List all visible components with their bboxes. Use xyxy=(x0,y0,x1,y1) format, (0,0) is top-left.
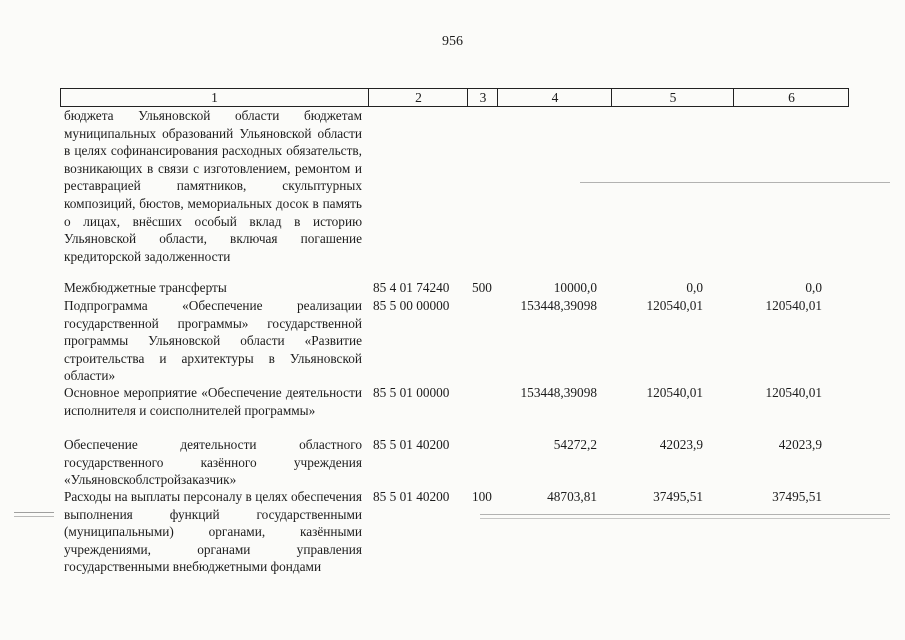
scan-artifact-line xyxy=(14,516,54,517)
row-4-value-6: 42023,9 xyxy=(778,437,822,452)
row-4-value-4: 54272,2 xyxy=(553,437,597,452)
header-col-2: 2 xyxy=(368,89,468,106)
row-1-value-5: 0,0 xyxy=(686,280,703,295)
row-5-expense-type: 100 xyxy=(472,489,492,504)
scan-artifact-line xyxy=(580,182,890,183)
scan-artifact-line xyxy=(480,518,890,519)
scan-artifact-line xyxy=(14,512,54,513)
page-number: 956 xyxy=(442,34,463,49)
row-5-description: Расходы на выплаты персоналу в целях обеспечения выполнения функций государственными (муниципальными) органами, казёнными учреждениями, органами управления государственными внебюджетными фондами xyxy=(64,489,362,575)
row-1-code: 85 4 01 74240 xyxy=(373,280,450,295)
row-5-value-4: 48703,81 xyxy=(547,489,597,504)
row-2-value-4: 153448,39098 xyxy=(520,298,597,313)
row-3-value-5: 120540,01 xyxy=(646,385,703,400)
header-col-4: 4 xyxy=(497,89,612,106)
header-col-5: 5 xyxy=(611,89,734,106)
row-4-description: Обеспечение деятельности областного государственного казённого учреждения «Ульяновскоблстройзаказчик» xyxy=(64,437,362,488)
row-1-description: Межбюджетные трансферты xyxy=(64,280,227,295)
row-4-code: 85 5 01 40200 xyxy=(373,437,450,452)
header-col-1: 1 xyxy=(211,90,218,105)
row-5-code: 85 5 01 40200 xyxy=(373,489,450,504)
row-3-value-4: 153448,39098 xyxy=(520,385,597,400)
header-col-6: 6 xyxy=(733,89,849,106)
row-1-expense-type: 500 xyxy=(472,280,492,295)
row-3-description: Основное мероприятие «Обеспечение деятельности исполнителя и соисполнителей программы» xyxy=(64,385,362,418)
row-3-value-6: 120540,01 xyxy=(765,385,822,400)
row-3-code: 85 5 01 00000 xyxy=(373,385,450,400)
scan-artifact-line xyxy=(480,514,890,515)
row-1-value-4: 10000,0 xyxy=(553,280,597,295)
table-header xyxy=(60,88,849,107)
row-2-description: Подпрограмма «Обеспечение реализации государственной программы» государственной программы Ульяновской области «Развитие строительства и архитектуры в Ульяновской области» xyxy=(64,298,362,384)
row-5-value-6: 37495,51 xyxy=(772,489,822,504)
row-4-value-5: 42023,9 xyxy=(659,437,703,452)
row-1-value-6: 0,0 xyxy=(805,280,822,295)
row-2-value-6: 120540,01 xyxy=(765,298,822,313)
row-5-value-5: 37495,51 xyxy=(653,489,703,504)
row-0-description: бюджета Ульяновской области бюджетам муниципальных образований Ульяновской области в целях софинансирования расходных обязательств, возникающих в связи с изготовлением, ремонтом и реставрацией памятников, скульптурных композиций, бюстов, мемориальных досок в память о лицах, внёсших особый вклад в историю Ульяновской области, включая погашение кредиторской задолженности xyxy=(64,108,362,264)
row-2-code: 85 5 00 00000 xyxy=(373,298,450,313)
header-col-3: 3 xyxy=(467,89,498,106)
row-2-value-5: 120540,01 xyxy=(646,298,703,313)
